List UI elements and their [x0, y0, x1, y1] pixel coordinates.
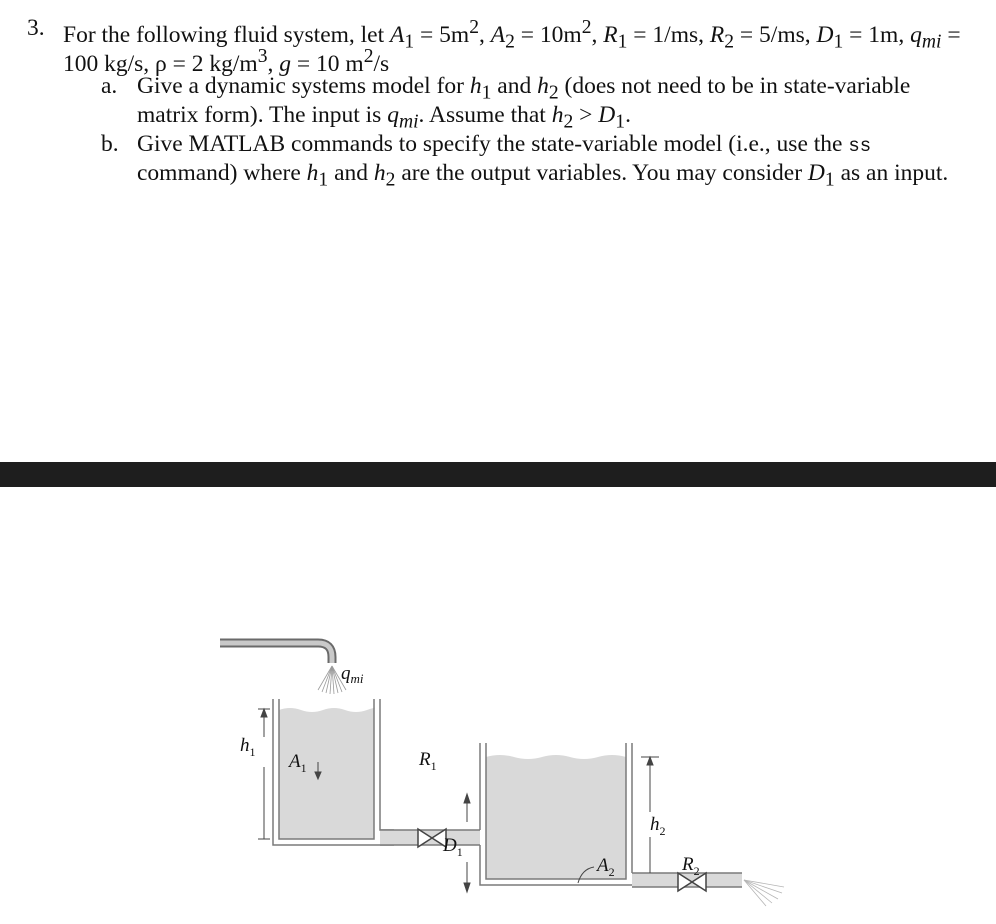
supply-pipe	[220, 643, 332, 663]
part-a-label: a.	[101, 73, 118, 99]
intro-line-1: For the following fluid system, let $A_1 = 5m^2$, $A_2 = 10m^2$, $R_1 = 1/ms$, $R_2 = 5/ms$, $D_1 = 1m$, $q_{mi}$ =	[63, 17, 961, 53]
a2-label: $A_2$	[597, 855, 615, 879]
part-b-line-2: command) where $h_1$ and $h_2$ are the output variables. You may consider $D_1$ as an input.	[137, 160, 949, 191]
q-mi-label: $q_{mi}$	[341, 663, 364, 686]
a1-label: $A_1$	[289, 751, 307, 775]
fluid-system-figure	[0, 487, 996, 919]
intro-line-2: 100 kg/s, ρ = 2 $kg/m^3$, g = 10 $m^2/s$	[63, 46, 390, 77]
h2-label: $h_2$	[650, 814, 666, 838]
part-b-label: b.	[101, 131, 119, 157]
tank-1-water	[279, 708, 375, 839]
part-a-line-1: Give a dynamic systems model for $h_1$ and $h_2$ (does not need to be in state-variable	[137, 73, 911, 104]
part-b-line-1: Give MATLAB commands to specify the state-variable model (i.e., use the ss	[137, 131, 872, 157]
r1-label: $R_1$	[419, 749, 437, 773]
h1-label: $h_1$	[240, 735, 256, 759]
part-a-line-2: matrix form). The input is $q_{mi}$. Assume that $h_2 > D_1$.	[137, 102, 631, 133]
h1-dimension	[258, 709, 270, 839]
problem-number: 3.	[27, 15, 45, 41]
r2-label: $R_2$	[682, 854, 700, 878]
dark-divider-bar	[0, 462, 996, 487]
d1-label: $D_1$	[443, 835, 463, 859]
fluid-system-diagram	[0, 487, 996, 919]
ss-command-code: ss	[848, 135, 872, 157]
outflow-spray	[744, 880, 784, 906]
